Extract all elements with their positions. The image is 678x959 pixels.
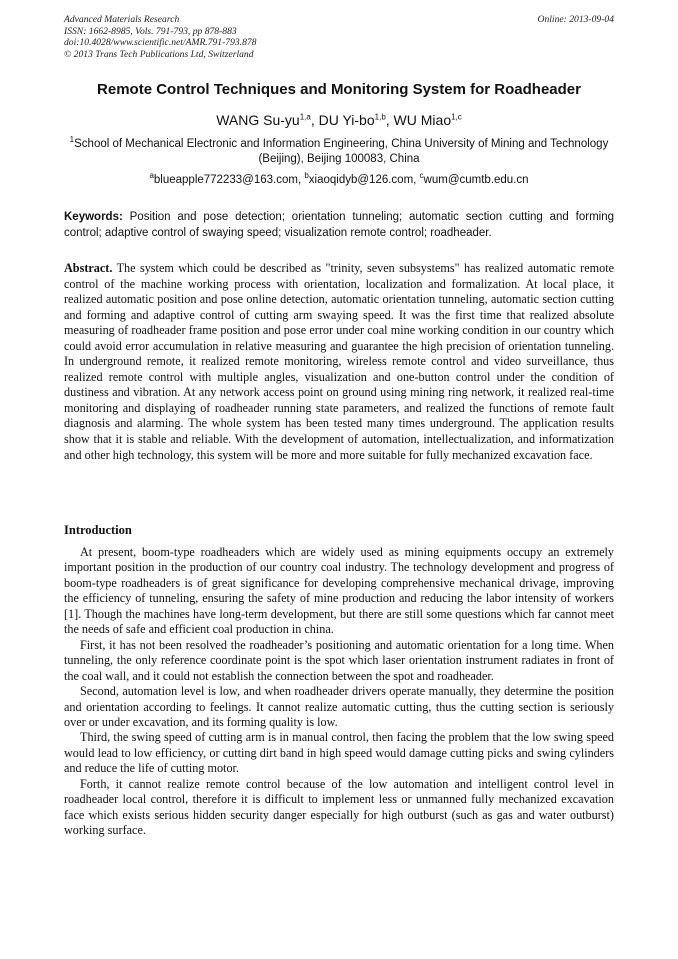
paragraph: At present, boom-type roadheaders which are widely used as mining equipments occupy an extremely important position in the production of our country coal industry. The technology development and progress of boom-type roadheaders is of great significance for developing comprehensive mechanical drivage, improving the efficiency of tunneling, ensuring the safety of mine production and reducing the labor intensity of workers [1]. Though the machines have long-term development, but there are still some questions which far cannot meet the needs of safe and efficient coal production in china. <box>64 545 614 637</box>
keywords-text: Position and pose detection; orientation tunneling; automatic section cutting and forming control; adaptive control of swaying speed; visualization remote control; roadheader. <box>64 211 614 239</box>
journal-header <box>64 14 256 60</box>
doi-line: doi:10.4028/www.scientific.net/AMR.791-793.878 <box>64 37 257 48</box>
affiliation <box>64 137 614 167</box>
email-address[interactable]: xiaoqidyb@126.com <box>308 174 414 186</box>
email-sup: c <box>419 171 424 181</box>
affiliation-text: School of Mechanical Electronic and Information Engineering, China University of Mining and Technology (Beijing), Beijing 100083, China <box>74 138 609 165</box>
paragraph: First, it has not been resolved the roadheader’s positioning and automatic orientation for a long time. When tunneling, the only reference coordinate point is the spot which laser orientation instrument radiates in front of the coal wall, and it could not establish the connection between the spot and roadheader. <box>64 637 614 683</box>
email-address[interactable]: wum@cumtb.edu.cn <box>423 174 529 186</box>
email-list <box>0 171 678 186</box>
abstract-label: Abstract. <box>64 261 113 275</box>
author-sup: 1,a <box>299 112 311 122</box>
section-heading-introduction: Introduction <box>64 523 132 537</box>
journal-name: Advanced Materials Research <box>64 14 180 25</box>
author-name: DU Yi-bo <box>318 112 375 128</box>
email-sup: a <box>149 171 154 181</box>
author-sep: , <box>385 112 394 128</box>
abstract-text: The system which could be described as "trinity, seven subsystems" has realized automatic remote control of the machine working process with orientation, localization and formalization. At local place, it realized automatic position and pose online detection, automatic orientation tunneling, automatic section cutting and forming and adaptive control of cutting arm swaying speed. It was the first time that realized absolute measuring of roadheader frame position and pose error under coal mine working condition in our country which could avoid error accumulation in relative measuring and guarantee the high precision of orientation tunneling. In underground remote, it realized remote monitoring, wireless remote control and video surveillance, thus realized remote control with multiple angles, visualization and one-button control under the condition of dustiness and vibration. At any network access point on ground using mining ring network, it realized real-time monitoring and displaying of roadheader running state parameters, and realized the functions of remote fault diagnosis and alarming. The whole system has been tested many times underground. The application results show that it is stable and reliable. With the development of automation, intellectualization, and informatization and other high technology, this system will be more and more suitable for fully mechanized excavation face. <box>64 261 614 462</box>
affiliation-sup: 1 <box>69 135 75 145</box>
introduction-body <box>64 545 614 839</box>
keywords-block <box>64 210 614 241</box>
author-list <box>0 112 678 128</box>
author-sep: , <box>310 112 319 128</box>
abstract-block <box>64 261 614 463</box>
paragraph: Second, automation level is low, and when roadheader drivers operate manually, they determine the position and orientation according to feelings. It cannot realize automatic cutting, thus the cutting section is seriously over or under excavation, and its forming quality is low. <box>64 684 614 729</box>
email-sep: , <box>413 174 420 186</box>
copyright-line: © 2013 Trans Tech Publications Ltd, Switzerland <box>64 48 254 60</box>
author-sup: 1,b <box>374 112 386 122</box>
online-date: Online: 2013-09-04 <box>537 14 614 25</box>
paragraph: Forth, it cannot realize remote control because of the low automation and intelligent control level in roadheader local control, therefore it is difficult to implement less or unmanned fully mechanized excavation face which exists serious hidden security danger especially for high outburst (such as gas and water outburst) working surface. <box>64 776 614 838</box>
paper-title: Remote Control Techniques and Monitoring System for Roadheader <box>97 81 581 98</box>
author-sup: 1,c <box>451 112 462 122</box>
paragraph: Third, the swing speed of cutting arm is in manual control, then facing the problem that the low swing speed would lead to low efficiency, or cutting dirt band in high speed would damage cutting picks and swing cylinders and reduce the life of cutting motor. <box>64 730 614 776</box>
author-name: WANG Su-yu <box>216 112 300 128</box>
email-address[interactable]: blueapple772233@163.com <box>153 174 298 186</box>
email-sup: b <box>304 171 309 181</box>
author-name: WU Miao <box>393 112 452 128</box>
email-sep: , <box>297 174 305 186</box>
keywords-label: Keywords: <box>64 211 123 223</box>
issn-line: ISSN: 1662-8985, Vols. 791-793, pp 878-883 <box>64 25 237 37</box>
